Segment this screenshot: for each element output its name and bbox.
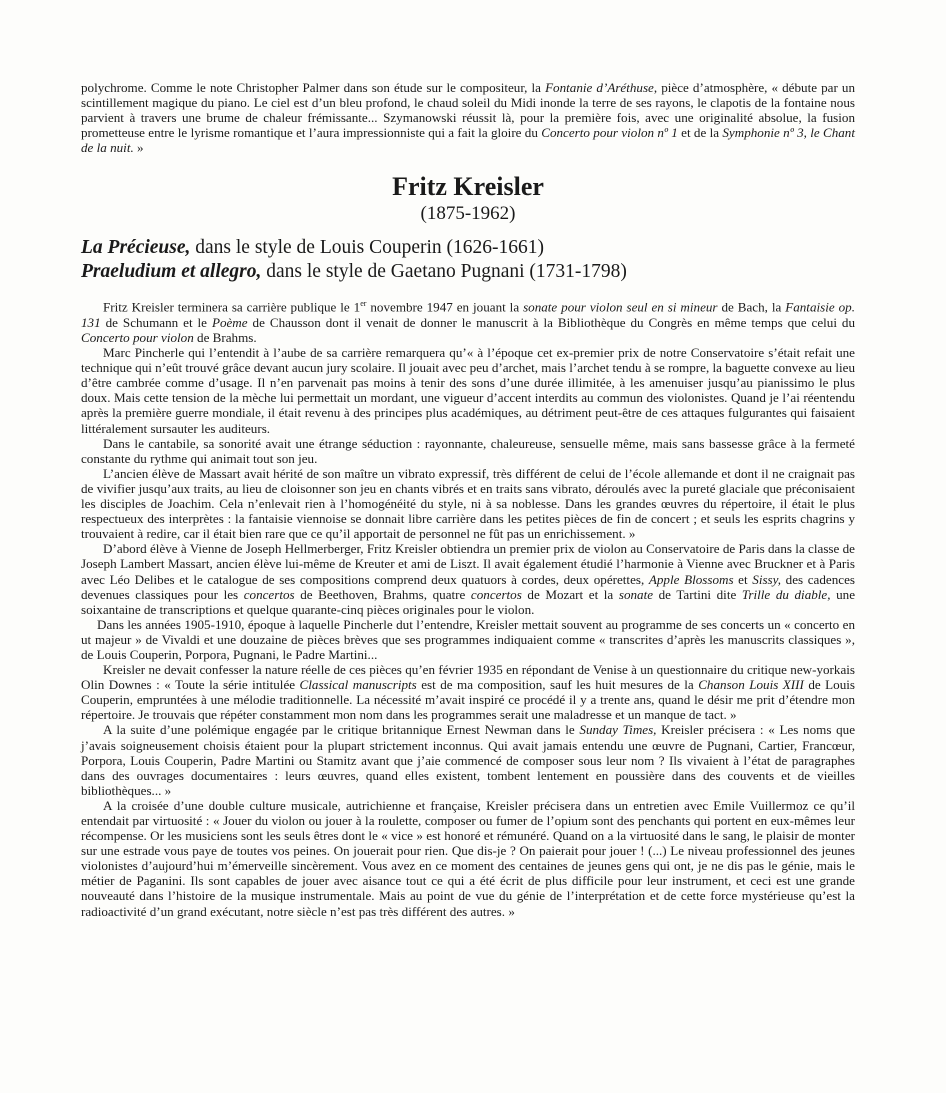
work-title-line (81, 260, 855, 284)
text-run: , pièce d’atmosphère, « débute par un scintillement magique du piano. Le ciel est d’un bleu profond, le chaud soleil du Midi inonde la terre de ses rayons, le clapotis de la fontaine nous parvient à travers une brume de chaleur frémissante... Szymanowski réussit là, pour la première fois, avec une originalité absolue, la fusion prometteuse entre le lyrisme romantique et l’aura impressionniste qui a fait la gloire du (81, 80, 855, 141)
text-run: Fritz Kreisler terminera sa carrière publique le 1 (103, 299, 361, 315)
text-run: des cadences devenues classiques pour les (81, 571, 855, 602)
italic-title: Chanson Louis XIII (698, 677, 804, 693)
text-run: polychrome. Comme le note Christopher Palmer dans son étude sur le compositeur, la (81, 80, 546, 95)
italic-title: Trille du diable, (741, 586, 831, 602)
composer-heading: Fritz Kreisler (392, 172, 544, 202)
italic-title: concertos (243, 586, 295, 602)
italic-title: Sunday Times, (579, 722, 657, 738)
text-run: et de la (677, 125, 723, 141)
italic-title: Poème (211, 314, 248, 330)
text-run: de Bach, la (717, 299, 786, 315)
body-paragraph (81, 296, 855, 345)
work-subtitle: dans le style de Gaetano Pugnani (1731-1798) (261, 261, 627, 283)
text-run: novembre 1947 en jouant la (366, 299, 524, 315)
text-run: une soixantaine de transcriptions et quelque quarante-cinq pièces originales pour le violon. (81, 586, 856, 617)
text-run: de Schumann et le (100, 314, 212, 330)
text-run: Kreisler précisera : « Les noms que j’avais soigneusement choisis étaient pour la plupart strictement inconnus. Qui avait jamais entendu une œuvre de Pugnani, Cartier, Francœur, Porpora, Louis Couperin, Padre Martini ou Stamitz avant que j’aie commencé de composer sous leur nom ? Ils vivaient à l’état de paragraphes dans des ouvrages documentaires : leurs œuvres, quand elles existent, tombent lentement en poussière dans des couvents et de vieilles bibliothèques... » (81, 722, 856, 798)
text-run: D’abord élève à Vienne de Joseph Hellmerberger, Fritz Kreisler obtiendra un premier prix de violon au Conservatoire de Paris dans la classe de Joseph Lambert Massart, ancien élève lui-même de Kreuter et ami de Liszt. Il avait également étudié l’harmonie à Vienne avec Bruckner et à Paris avec Léo Delibes et le catalogue de ses compositions comprend deux quatuors à cordes, deux opérettes, (81, 541, 855, 587)
body-paragraph: Dans le cantabile, sa sonorité avait une étrange séduction : rayonnante, chaleureuse, sensuelle même, mais sans bassesse grâce à la fermeté constante du rythme qui animait tout son jeu. (81, 435, 855, 466)
text-run: Kreisler ne devait confesser la nature réelle de ces pièces qu’en février 1935 en répondant de Venise à un questionnaire du critique new-yorkais Olin Downes : « Toute la série intitulée (81, 662, 855, 693)
italic-title: Sissy, (752, 571, 782, 587)
body-paragraph: Dans les années 1905-1910, époque à laquelle Pincherle dut l’entendre, Kreisler mettait souvent au programme de ses concerts un « concerto en ut majeur » de Vivaldi et une douzaine de pièces brèves que ses programmes indiquaient comme « transcrites d’après les manuscrits classiques », de Louis Couperin, Porpora, Pugnani, le Padre Martini... (81, 616, 855, 662)
text-run: de Chausson dont il venait de donner le manuscrit à la Bibliothèque du Congrès en même temps que celui du (247, 314, 856, 330)
body-paragraph: Marc Pincherle qui l’entendit à l’aube de sa carrière remarquera qu’« à l’époque cet ex-premier prix de notre Conservatoire s’était refait une technique qui n’eût trouvé grâce devant aucun jury scolaire. Il jouait avec peu d’archet, mais l’archet tendu à se rompre, la baguette convexe au lieu d’être cambrée comme d’usage. Il n’en parvenait pas moins à tenir des sons d’une durée illimitée, à les amenuiser jusqu’au pianissimo le plus doux. Mais cette tension de la mèche lui permettait un mordant, une vigueur d’accent interdits au commun des violonistes. Quand je l’ai réentendu après la première guerre mondiale, il était revenu à des principes plus académiques, au détriment peut-être de ces attaques fulgurantes qui faisaient littéralement sursauter les auditeurs. (81, 345, 856, 436)
italic-title: Concerto pour violon nº 1 (541, 125, 678, 141)
work-title: La Précieuse, (81, 237, 191, 259)
text-run: de Mozart et la (521, 586, 619, 602)
body-paragraph (81, 662, 855, 722)
italic-title: Fontanie d’Aréthuse (545, 80, 654, 95)
text-run: de Brahms. (193, 330, 257, 346)
intro-paragraph (81, 80, 855, 155)
composer-dates: (1875-1962) (420, 203, 516, 225)
text-run: est de ma composition, sauf les huit mesures de la (416, 677, 699, 693)
body-paragraph (81, 722, 855, 797)
italic-title: Classical manuscripts (299, 677, 417, 693)
italic-title: Fantaisie op. 131 (81, 299, 855, 330)
text-run: et (733, 571, 753, 587)
italic-title: Concerto pour violon (81, 330, 194, 346)
text-run: de Beethoven, Brahms, quatre (294, 586, 471, 602)
body-paragraph: A la croisée d’une double culture musicale, autrichienne et française, Kreisler précisera dans un entretien avec Emile Vuillermoz ce qu’il entendait par virtuosité : « Jouer du violon ou jouer à la roulette, composer ou fumer de l’opium sont des penchants qui portent en eux-mêmes leur récompense. Or les musiciens sont les seuls êtres dont le « vice » est honoré et rémunéré. Quand on a la virtuosité dans le sang, le plaisir de monter sur une estrade vous paye de toutes vos peines. On jouerait pour rien. Que dis-je ? On paierait pour jouer ! (...) Le niveau professionnel des jeunes violonistes d’aujourd’hui m’émerveille sincèrement. Vous avez en ce moment des centaines de jeunes gens qui ont, je ne dis pas le génie, mais le métier de Paganini. Ils sont capables de jouer avec aisance tout ce qui a été écrit de plus difficile pour leur instrument, et ceci est une grande nouveauté dans l’histoire de la musique instrumentale. Mais au point de vue du génie de l’interprétation et de cette force mystérieuse qu’est la radioactivité d’un grand exécutant, notre siècle n’est pas très différent des autres. » (81, 797, 855, 919)
text-run: de Louis Couperin, empruntées à une mélodie traditionnelle. La nécessité m’avait inspiré ce procédé il y a trente ans, quand le désir me prit d’étendre mon répertoire. Je trouvais que répéter constamment mon nom dans les programmes serait une maladresse et un manque de tact. » (81, 677, 855, 723)
text-run: de Tartini dite (653, 586, 742, 602)
italic-title: sonate pour violon seul en si mineur (523, 299, 718, 315)
superscript: er (360, 299, 367, 309)
work-title: Praeludium et allegro, (81, 261, 262, 283)
italic-title: concertos (470, 586, 522, 602)
work-title-line (81, 236, 855, 260)
body-paragraph (81, 541, 855, 616)
work-subtitle: dans le style de Louis Couperin (1626-1661) (190, 237, 545, 259)
text-run: A la suite d’une polémique engagée par le critique britannique Ernest Newman dans le (103, 722, 580, 738)
italic-title: Symphonie nº 3, le Chant de la nuit. (81, 125, 855, 156)
works-list (81, 236, 855, 284)
italic-title: sonate (618, 586, 654, 602)
document-page (81, 80, 855, 919)
body-paragraph: L’ancien élève de Massart avait hérité de son maître un vibrato expressif, très différent de celui de l’école allemande et dont il ne craignait pas de vivifier jusqu’aux traits, au lieu de cloisonner son jeu en chants vibrés et en traits sans vibrato, déroulés avec la pureté glaciale que préconisaient les disciples de Joachim. Cela n’enlevait rien à l’homogénéité du style, ni à sa noblesse. Dans les grandes œuvres du répertoire, il était le plus respectueux des interprètes : la fantaisie viennoise se donnait libre carrière dans les petites pièces de fin de concert ; et seuls les esprits chagrins y trouvaient à redire, car il était bien rare que ce qu’il apportait de personnel ne fût pas un enrichissement. » (81, 465, 855, 542)
italic-title: Apple Blossoms (648, 571, 734, 587)
text-run: » (133, 140, 144, 156)
